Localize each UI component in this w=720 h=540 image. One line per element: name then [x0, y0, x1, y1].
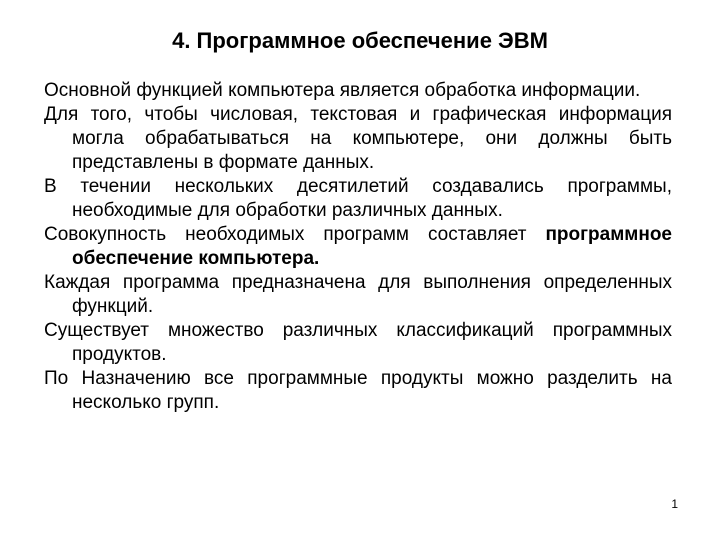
- paragraph: [44, 319, 672, 367]
- paragraph: [44, 175, 672, 223]
- bold-term: программное обеспечение компьютера.: [72, 224, 672, 269]
- paragraph: [44, 223, 672, 271]
- paragraph: [44, 103, 672, 175]
- paragraph: [44, 367, 672, 415]
- paragraph-text: В течении нескольких десятилетий создавались программы, необходимые для обработки различных данных.: [44, 176, 672, 221]
- paragraph-text: Для того, чтобы числовая, текстовая и графическая информация могла обрабатываться на компьютере, они должны быть представлены в формате данных.: [44, 104, 672, 173]
- paragraph-text: Основной функцией компьютера является обработка информации.: [44, 80, 641, 101]
- slide-body: [44, 79, 672, 415]
- paragraph-text: Каждая программа предназначена для выполнения определенных функций.: [44, 272, 672, 317]
- slide-title: 4. Программное обеспечение ЭВМ: [172, 28, 548, 53]
- page-number: 1: [671, 497, 678, 511]
- paragraph: [44, 79, 672, 103]
- paragraph-text: Существует множество различных классификаций программных продуктов.: [44, 320, 672, 365]
- paragraph-text: Совокупность необходимых программ составляет: [44, 224, 546, 245]
- paragraph-text: По Назначению все программные продукты можно разделить на несколько групп.: [44, 368, 672, 413]
- paragraph: [44, 271, 672, 319]
